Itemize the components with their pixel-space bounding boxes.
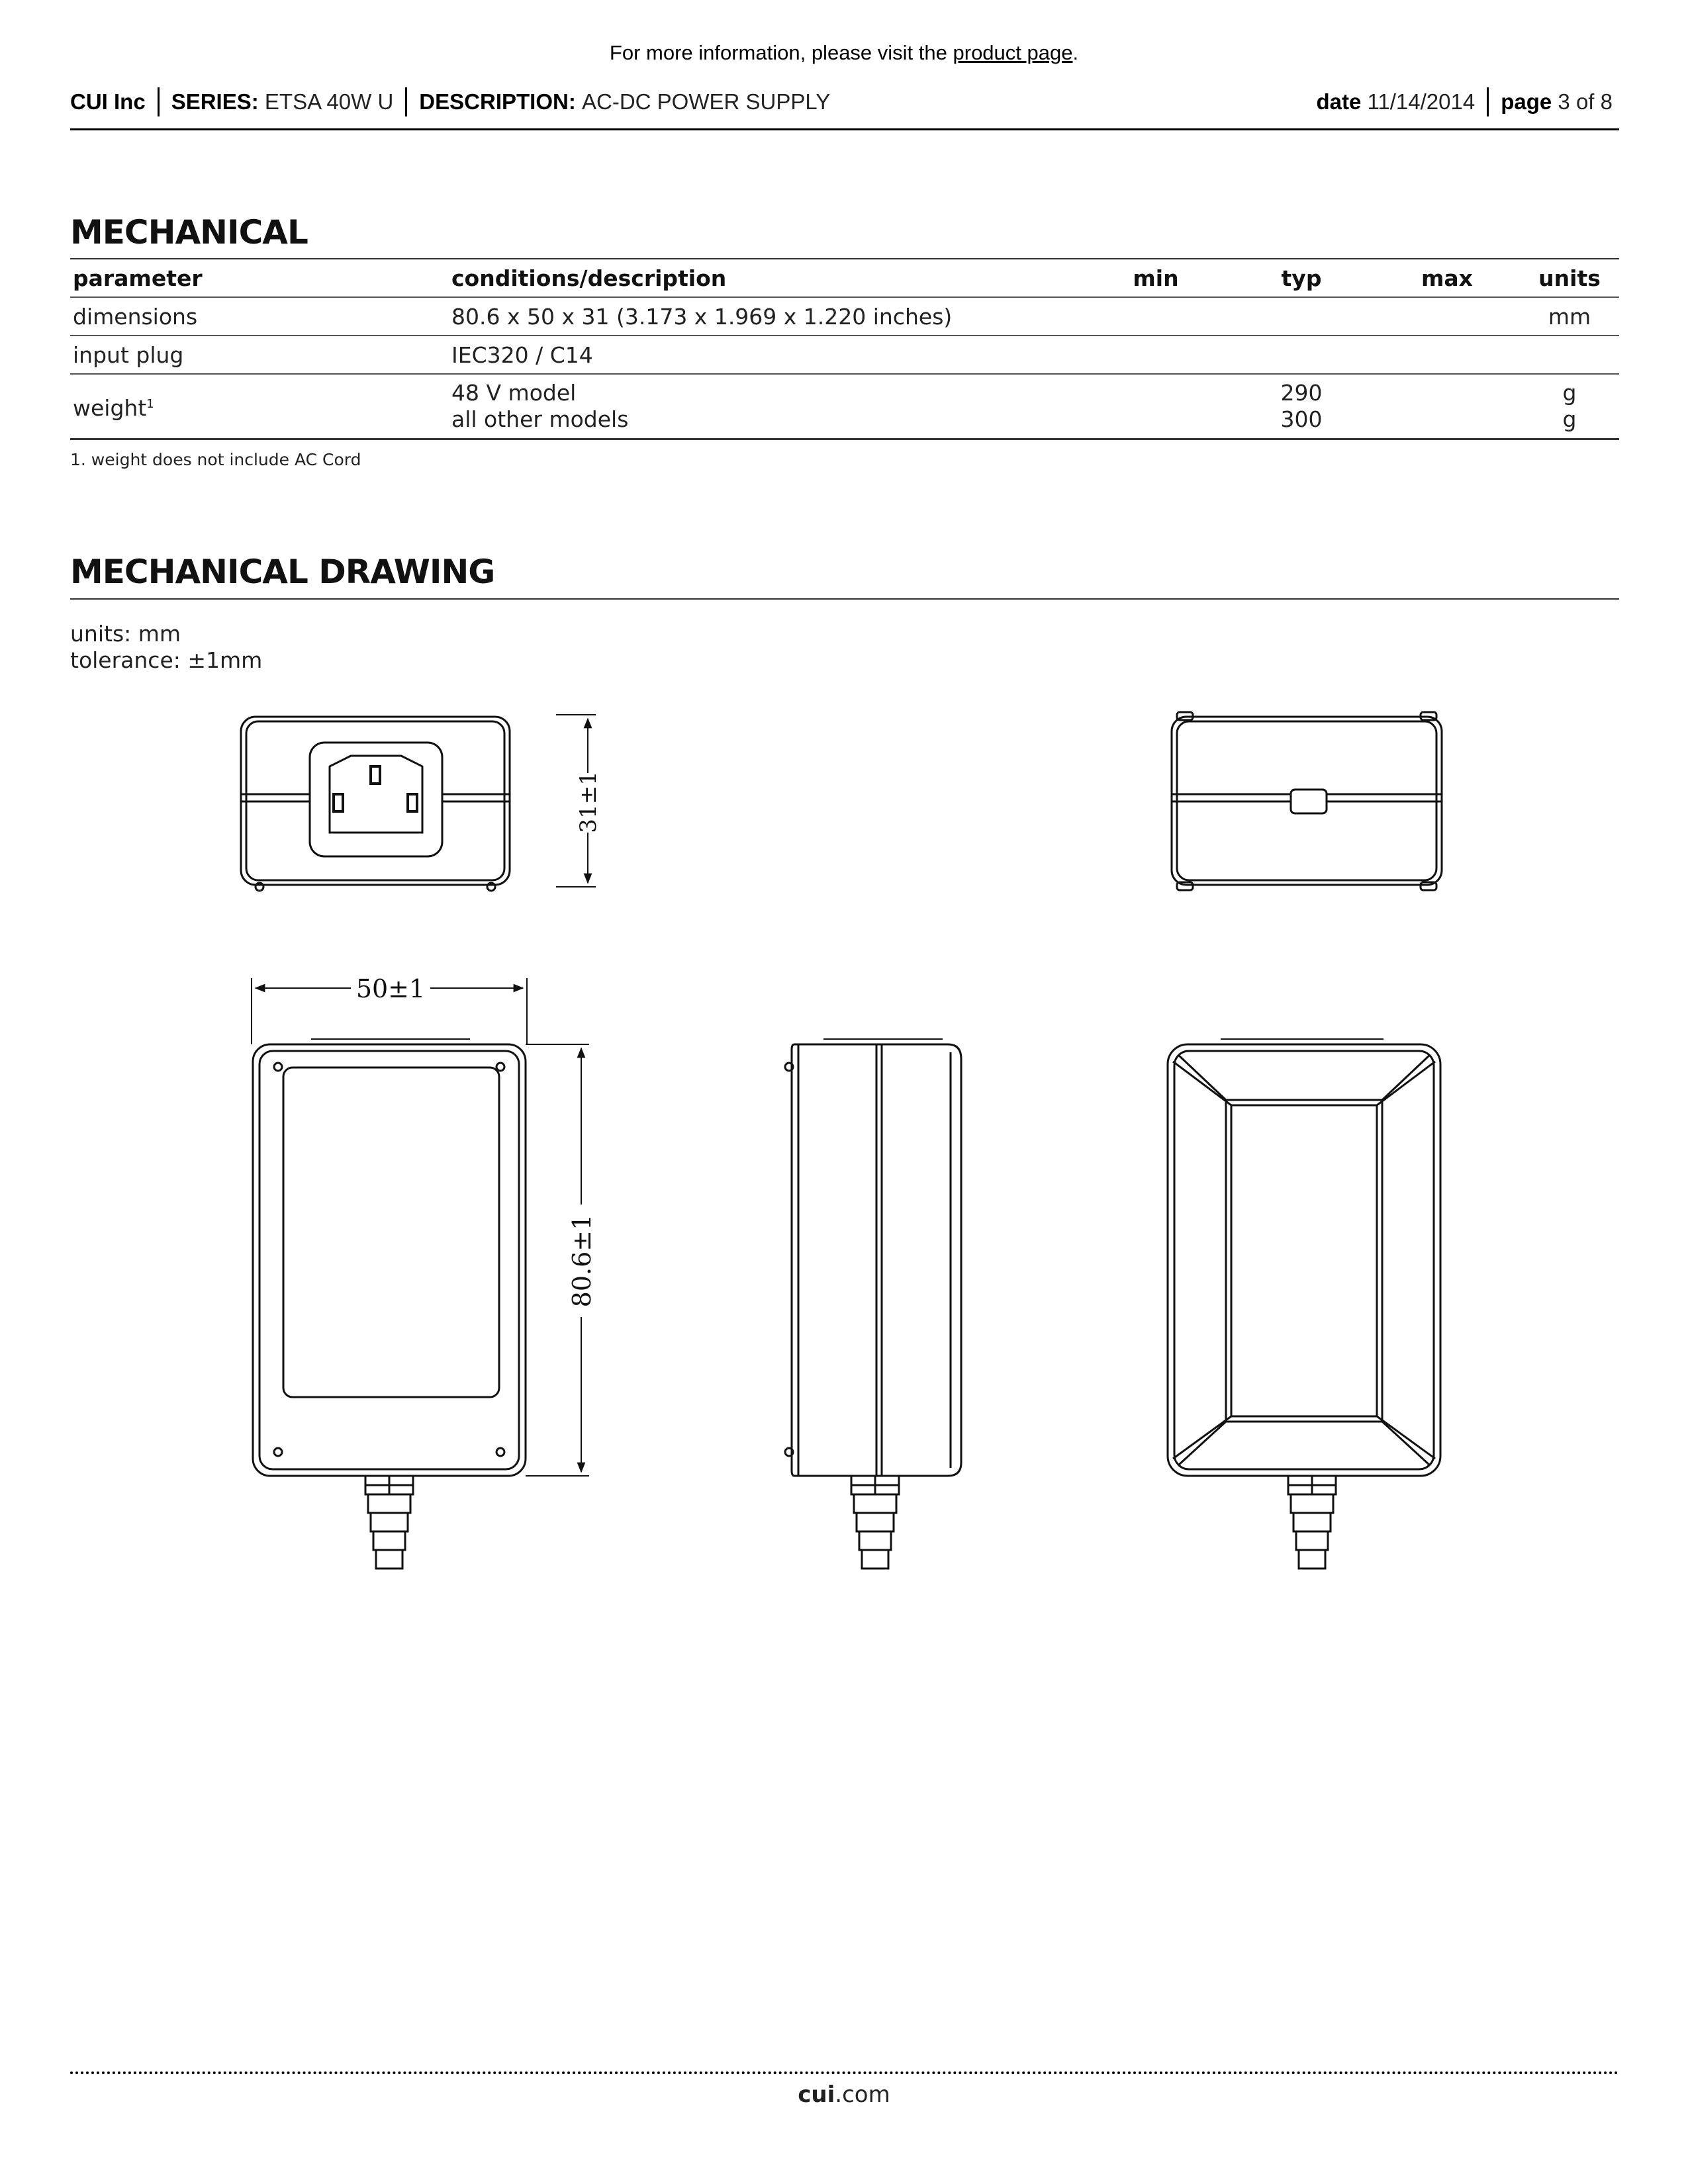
weight-label: weight <box>73 395 147 421</box>
top-view <box>252 978 589 1569</box>
strain-relief-icon <box>1288 1476 1336 1569</box>
page-label: page <box>1501 89 1552 114</box>
col-min: min <box>1083 259 1229 297</box>
page-number: 3 of 8 <box>1558 89 1613 114</box>
cell-parameter: dimensions <box>70 297 449 336</box>
side-view <box>785 1039 961 1569</box>
cell-parameter: input plug <box>70 336 449 374</box>
top-note-period: . <box>1072 41 1079 64</box>
top-note-text: For more information, please visit the <box>609 41 953 64</box>
weight-condition-other: all other models <box>451 406 629 432</box>
cell-conditions: IEC320 / C14 <box>449 336 1083 374</box>
description-value: AC-DC POWER SUPPLY <box>581 89 831 114</box>
weight-unit-other: g <box>1562 406 1577 432</box>
cell-conditions: 80.6 x 50 x 31 (3.173 x 1.969 x 1.220 inches) <box>449 297 1083 336</box>
weight-typ-other: 300 <box>1280 406 1323 432</box>
series-value: ETSA 40W U <box>264 89 394 114</box>
cell-units: mm <box>1520 297 1619 336</box>
mechanical-drawing-title: MECHANICAL DRAWING <box>70 553 495 591</box>
col-conditions: conditions/description <box>449 259 1083 297</box>
footer-brand-rest: .com <box>835 2081 890 2108</box>
mechanical-title: MECHANICAL <box>70 213 308 251</box>
footer-brand-bold: cui <box>798 2081 835 2108</box>
product-page-link[interactable]: product page <box>953 41 1073 64</box>
col-typ: typ <box>1229 259 1374 297</box>
series-label: SERIES: <box>171 89 259 114</box>
rear-view <box>1172 712 1442 890</box>
tolerance-text: tolerance: ±1mm <box>70 647 263 673</box>
weight-typ-48v: 290 <box>1280 380 1323 406</box>
weight-footnote-mark: 1 <box>146 397 154 411</box>
strain-relief-icon <box>851 1476 899 1569</box>
front-view <box>241 715 596 891</box>
strain-relief-icon <box>365 1476 413 1569</box>
company-name: CUI Inc <box>70 89 146 114</box>
length-dimension: 80.6±1 <box>567 1214 596 1308</box>
weight-condition-48v: 48 V model <box>451 380 577 406</box>
footer-rule <box>70 2071 1619 2074</box>
units-text: units: mm <box>70 621 181 647</box>
weight-unit-48v: g <box>1562 380 1577 406</box>
bottom-view <box>1168 1039 1440 1569</box>
height-dimension: 31±1 <box>575 771 602 833</box>
date-label: date <box>1316 89 1362 114</box>
col-units: units <box>1520 259 1619 297</box>
description-label: DESCRIPTION: <box>419 89 576 114</box>
weight-footnote: 1. weight does not include AC Cord <box>70 450 361 469</box>
col-max: max <box>1374 259 1520 297</box>
date-value: 11/14/2014 <box>1367 89 1476 114</box>
footer-brand[interactable] <box>0 2081 1688 2108</box>
width-dimension: 50±1 <box>355 974 426 1003</box>
col-parameter: parameter <box>70 259 449 297</box>
iec-inlet-icon <box>310 743 442 856</box>
